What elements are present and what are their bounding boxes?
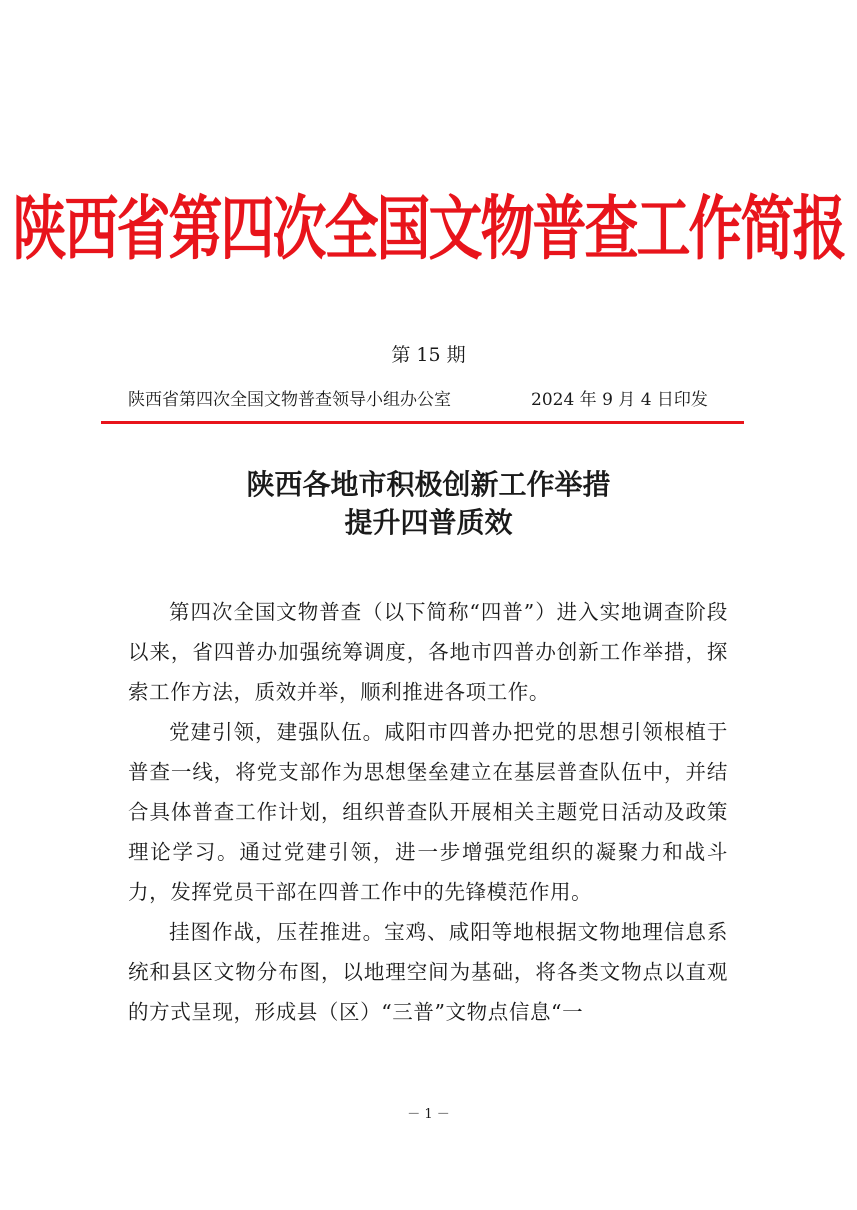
article-title-line-2: 提升四普质效 <box>344 506 513 539</box>
paragraph-map-operations: 挂图作战，压茬推进。宝鸡、咸阳等地根据文物地理信息系统和县区文物分布图，以地理空间为基础，将各类文物点以直观的方式呈现，形成县（区）“三普”文物点信息“一 <box>128 920 728 1024</box>
red-divider-line <box>101 421 744 424</box>
paragraph-party-building: 党建引领，建强队伍。咸阳市四普办把党的思想引领根植于普查一线，将党支部作为思想堡垒建立在基层普查队伍中，并结合具体普查工作计划，组织普查队开展相关主题党日活动及政策理论学习。通过党建引领，进一步增强党组织的凝聚力和战斗力，发挥党员干部在四普工作中的先锋模范作用。 <box>128 720 728 904</box>
paragraph-intro: 第四次全国文物普查（以下简称“四普”）进入实地调查阶段以来，省四普办加强统筹调度，各地市四普办创新工作举措，探索工作方法，质效并举，顺利推进各项工作。 <box>128 600 728 704</box>
article-body <box>128 592 728 1032</box>
issue-number: 第 15 期 <box>391 344 466 366</box>
article-title <box>0 466 857 542</box>
bulletin-masthead: 陕西省第四次全国文物普查工作简报 <box>12 188 845 270</box>
issue-date: 2024 年 9 月 4 日印发 <box>531 390 708 410</box>
issuing-office: 陕西省第四次全国文物普查领导小组办公室 <box>128 390 451 410</box>
page-number: － 1 － <box>407 1107 450 1122</box>
article-title-line-1: 陕西各地市积极创新工作举措 <box>246 468 611 501</box>
